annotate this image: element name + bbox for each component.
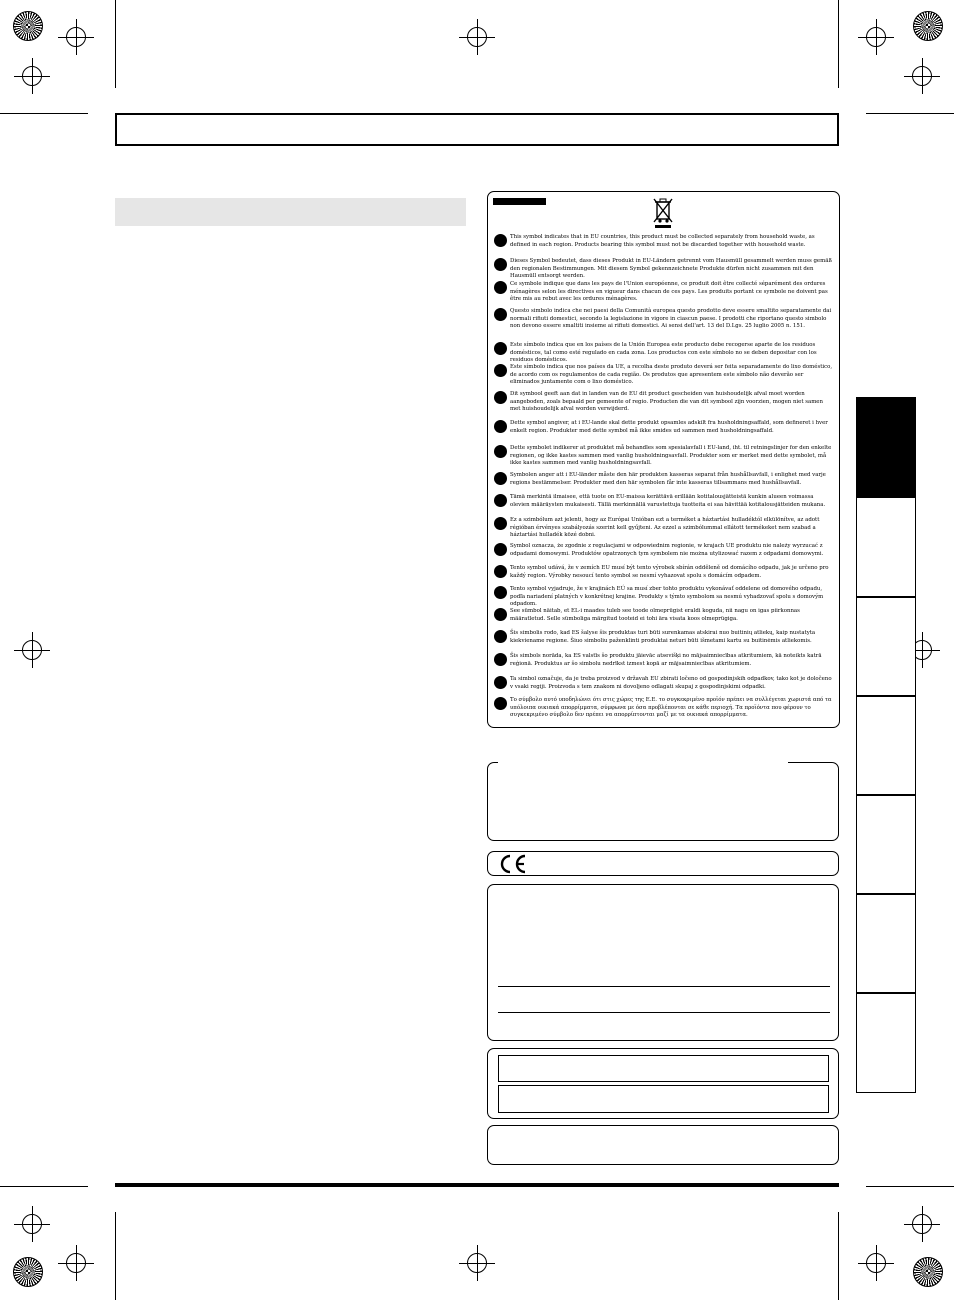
language-bullet-icon bbox=[494, 445, 507, 458]
crop-mark bbox=[0, 113, 88, 114]
crop-mark bbox=[838, 1212, 839, 1300]
weee-item-text: Symbol oznacza, że zgodnie z regulacjami w odpowiednim regionie, w krajach UE produktu nie należy wyrzucać z odpadami domowymi. Produktów opatrzonych tym symbolem nie można utylizować razem z odpadami domowymi. bbox=[510, 543, 824, 557]
weee-item-text: Tento symbol vyjadruje, že v krajinách EÚ sa musí zber tohto produktu vykonávať oddelene od domového odpadu, podľa nariadení platných v konkrétnej krajine. Produkty s týmto symbolom sa nesmú vyhadzovať spolu s domovým odpadom. bbox=[510, 586, 824, 608]
language-bullet-icon bbox=[494, 308, 507, 321]
registration-mark-icon bbox=[913, 11, 943, 41]
crop-mark bbox=[866, 113, 954, 114]
crossed-out-wheelie-bin-icon bbox=[652, 197, 674, 229]
language-bullet-icon bbox=[494, 543, 507, 556]
language-bullet-icon bbox=[494, 234, 507, 247]
weee-item-text: Questo simbolo indica che nei paesi della Comunità europea questo prodotto deve essere smaltito separatamente dai normali rifiuti domestici, secondo la legislazione in vigore in ciascun paese. I prodotti che riportano questo simbolo non devono essere smaltiti insieme ai rifiuti domestici. Ai sensi dell'art. 13 del D.Lgs. 25 luglio 2005 n. 151. bbox=[510, 308, 832, 330]
crosshair-icon bbox=[66, 27, 86, 47]
crop-mark bbox=[866, 1186, 954, 1187]
chapter-tab bbox=[856, 894, 916, 993]
crosshair-icon bbox=[22, 66, 42, 86]
weee-item-text: Dette symbol angiver, at i EU-lande skal dette produkt opsamles adskilt fra husholdningsaffald, som defineret i hver enkelt region. Produkter med dette symbol må ikke smides ud sammen med husholdningsaffald. bbox=[510, 420, 828, 434]
page-header-box bbox=[115, 113, 839, 146]
crosshair-icon bbox=[912, 66, 932, 86]
notice-box bbox=[487, 1125, 839, 1165]
language-bullet-icon bbox=[494, 676, 507, 689]
weee-item-text: See sümbol näitab, et EL-i maades tuleb see toode olmeprügist eraldi koguda, nii nagu on igas piirkonnas määratletud. Selle sümboliga märgitud tooteid ei tohi ära visata koos olmeprügiga. bbox=[510, 608, 800, 622]
registration-mark-icon bbox=[913, 1257, 943, 1287]
language-bullet-icon bbox=[494, 364, 507, 377]
weee-item-text: Dit symbool geeft aan dat in landen van de EU dit product gescheiden van huishoudelijk afval moet worden aangeboden, zoals bepaald per gemeente of regio. Producten die van dit symbool zijn voorzien, mogen niet samen met huishoudelijk afval worden verwijderd. bbox=[510, 391, 823, 413]
ce-notice-box bbox=[487, 851, 839, 876]
language-bullet-icon bbox=[494, 586, 507, 599]
notice-box bbox=[487, 884, 839, 1041]
weee-item-text: Το σύμβολο αυτό υποδηλώνει ότι στις χώρες της Ε.Ε. το συγκεκριμένο προϊόν πρέπει να συλλέγεται χωριστά από τα υπόλοιπα οικιακά απορρίμματα, σύμφωνα με όσα προβλέπονται σε κάθε περιοχή. Τα προϊόντα που φέρουν το συγκεκριμένο σύμβολο δεν πρέπει να απορρίπτονται μαζί με τα οικιακά απορρίμματα. bbox=[510, 697, 832, 719]
crop-mark bbox=[115, 0, 116, 88]
crosshair-icon bbox=[22, 640, 42, 660]
language-bullet-icon bbox=[494, 653, 507, 666]
language-bullet-icon bbox=[494, 608, 507, 621]
language-bullet-icon bbox=[494, 472, 507, 485]
weee-item-text: Ta simbol označuje, da je treba proizvod v državah EU zbirati ločeno od gospodinjskih odpadkov, tako kot je določeno v vsaki regiji. Proizvoda s tem znakom ni dovoljeno odlagati skupaj z gospodinjskimi odpadki. bbox=[510, 676, 832, 690]
weee-item-text: Dieses Symbol bedeutet, dass dieses Produkt in EU-Ländern getrennt vom Hausmüll gesammelt werden muss gemäß den regionalen Bestimmungen. Mit diesem Symbol gekennzeichnete Produkte dürfen nicht zusammen mit den Hausmüll entsorgt werden. bbox=[510, 258, 833, 280]
crosshair-icon bbox=[866, 27, 886, 47]
crosshair-icon bbox=[467, 27, 487, 47]
weee-item-text: Tento symbol udává, že v zemích EU musí být tento výrobek sbírán odděleně od domácího odpadu, jak je určeno pro každý region. Výrobky nesoucí tento symbol se nesmí vyhazovat spolu s domácím odpadem. bbox=[510, 565, 829, 579]
chapter-tab bbox=[856, 597, 916, 696]
language-bullet-icon bbox=[494, 342, 507, 355]
weee-item-text: Este símbolo indica que nos países da UE, a recolha deste produto deverá ser feita separadamente do lixo doméstico, de acordo com os regulamentos de cada região. Os produtos que apresentem este símbolo não deverão ser eliminados juntamente com o lixo doméstico. bbox=[510, 364, 833, 386]
crosshair-icon bbox=[866, 1253, 886, 1273]
weee-item-text: Ce symbole indique que dans les pays de l'Union européenne, ce produit doit être collecté séparément des ordures ménagères selon les directives en vigueur dans chacun de ces pays. Les produits portant ce symbole ne doivent pas être mis au rebut avec les ordures ménagères. bbox=[510, 281, 828, 303]
weee-item-text: Symbolen anger att i EU-länder måste den här produkten kasseras separat från hushållsavfall, i enlighet med varje regions bestämmelser. Produkter med den här symbolen får inte kasseras tillsammans med hushållsavfall. bbox=[510, 472, 826, 486]
weee-item-text: Šis simbolis rodo, kad ES šalyse šis produktas turi būti surenkamas atskirai nuo buitinių atliekų, kaip nustatyta kiekviename regione. Šiuo simboliu paženklinti produktai neturi būti išmetami kartu su buitinėmis atliekomis. bbox=[510, 630, 816, 644]
weee-item-text: Tämä merkintä ilmaisee, että tuote on EU-maissa kerättävä erillään kotitalousjätteistä kunkin alueen voimassa olevien määräysten mukaisesti. Tällä merkinnällä varustettuja tuotteita ei saa hävittää kotitalousjätteiden mukana. bbox=[510, 494, 826, 508]
notice-box bbox=[487, 762, 839, 841]
section-heading-bar bbox=[115, 198, 466, 226]
chapter-tab bbox=[856, 795, 916, 894]
language-bullet-icon bbox=[494, 258, 507, 271]
language-bullet-icon bbox=[494, 420, 507, 433]
chapter-tab bbox=[856, 696, 916, 795]
language-bullet-icon bbox=[494, 517, 507, 530]
footer-rule bbox=[115, 1183, 839, 1187]
registration-mark-icon bbox=[13, 1257, 43, 1287]
language-bullet-icon bbox=[494, 281, 507, 294]
chapter-tab bbox=[856, 497, 916, 597]
weee-item-text: Šis simbols norāda, ka ES valstīs šo produktu jāievāc atsevišķi no mājsaimniecības atkritumiem, kā noteikts katrā reģionā. Produktus ar šo simbolu nedrīkst izmest kopā ar mājsaimniecības atkritumiem. bbox=[510, 653, 822, 667]
ce-mark-icon bbox=[498, 854, 528, 874]
crosshair-icon bbox=[912, 1214, 932, 1234]
weee-item-text: Este símbolo indica que en los países de la Unión Europea este producto debe recogerse aparte de los residuos domésticos, tal como esté regulado en cada zona. Los productos con este símbolo no se deben depositar con los residuos domésticos. bbox=[510, 342, 817, 364]
language-bullet-icon bbox=[494, 630, 507, 643]
crop-mark bbox=[0, 1186, 88, 1187]
chapter-tab bbox=[856, 397, 916, 497]
weee-item-text: This symbol indicates that in EU countries, this product must be collected separately from household waste, as defined in each region. Products bearing this symbol must not be discarded together with household waste. bbox=[510, 234, 815, 248]
weee-item-text: Dette symbolet indikerer at produktet må behandles som spesialavfall i EU-land, iht. til retningslinjer for den enkelte regionen, og ikke kastes sammen med vanlig husholdningsavfall. Produkter som er merket med dette symbolet, må ikke kastes sammen med vanlig husholdningsavfall. bbox=[510, 445, 832, 467]
chapter-tab bbox=[856, 993, 916, 1093]
language-bullet-icon bbox=[494, 565, 507, 578]
crosshair-icon bbox=[467, 1253, 487, 1273]
weee-heading-bar bbox=[493, 198, 546, 205]
crop-mark bbox=[838, 0, 839, 88]
language-bullet-icon bbox=[494, 391, 507, 404]
registration-mark-icon bbox=[13, 11, 43, 41]
language-bullet-icon bbox=[494, 494, 507, 507]
crosshair-icon bbox=[22, 1214, 42, 1234]
weee-item-text: Ez a szimbólum azt jelenti, hogy az Európai Unióban ezt a terméket a háztartási hulladéktól elkülönítve, az adott régióban érvényes szabályozás szerint kell gyűjteni. Az ezzel a szimbólummal ellátott termékeket nem szabad a háztartási hulladék közé dobni. bbox=[510, 517, 820, 539]
language-bullet-icon bbox=[494, 697, 507, 710]
crop-mark bbox=[115, 1212, 116, 1300]
crosshair-icon bbox=[66, 1253, 86, 1273]
notice-box bbox=[487, 1048, 839, 1119]
weee-notice-panel bbox=[487, 191, 840, 728]
